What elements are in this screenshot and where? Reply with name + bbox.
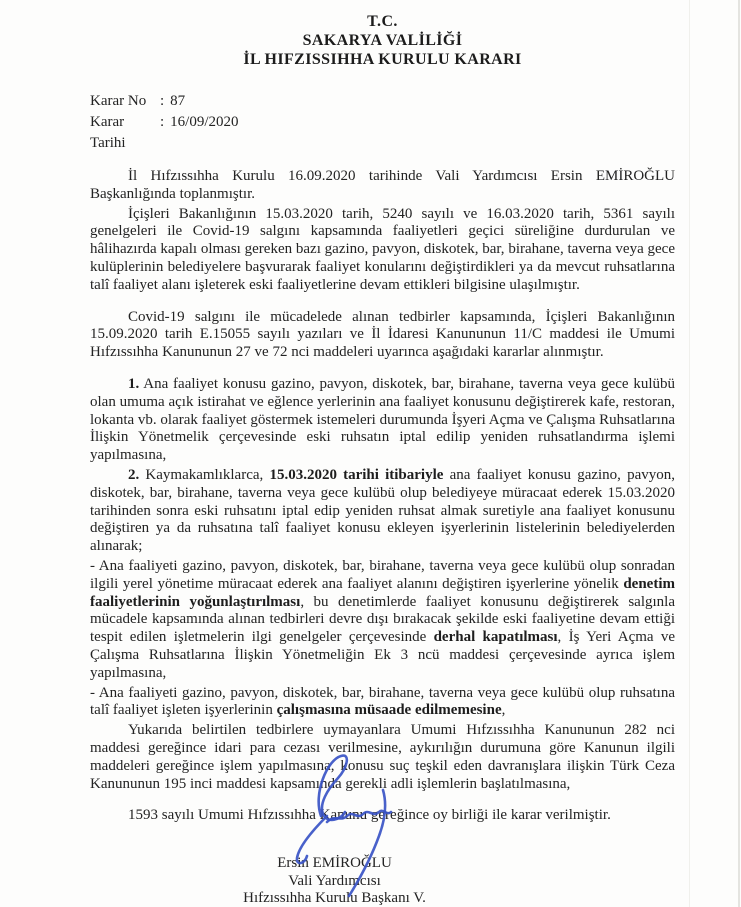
decision-meta (90, 91, 675, 154)
paragraph (90, 685, 675, 721)
bold-text-segment: 2. (128, 466, 140, 483)
decision-date-separator: : (160, 114, 165, 130)
paragraph (90, 722, 675, 793)
scan-artifact-line (689, 0, 690, 907)
signatory-name: Ersin EMİROĞLU (277, 855, 392, 872)
paragraph (90, 168, 675, 204)
paragraph (90, 807, 675, 825)
text-segment: İl Hıfzıssıhha Kurulu 16.09.2020 tarihinde Vali Yardımcısı Ersin EMİROĞLU Başkanlığında toplanmıştır. (90, 168, 675, 202)
text-segment: , İş Yeri Açma ve Çalışma Ruhsatlarına İlişkin Yönetmeliğin Ek 3 ncü maddesi çerçevesinde ayrıca işlem yapılmasına, (90, 629, 676, 681)
paragraph (90, 376, 675, 465)
header-board-decision-title: İL HIFZISSIHHA KURULU KARARI (243, 51, 522, 68)
signatory-role: Hıfzıssıhha Kurulu Başkanı V. (243, 890, 426, 907)
decision-number-row (90, 91, 675, 112)
text-segment: 1593 sayılı Umumi Hıfzıssıhha Kanunu gereğince oy birliği ile karar verilmiştir. (128, 807, 611, 824)
decision-date-row (90, 112, 675, 154)
decision-number-label: Karar No (90, 93, 147, 109)
bold-text-segment: 1. (128, 375, 140, 392)
text-segment: Yukarıda belirtilen tedbirlere uymayanlara Umumi Hıfzıssıhha Kanununun 282 nci maddesi gereğince idari para cezası verilmesine, aykırılığın durumuna göre Kanunun ilgili maddeleri gereğince işlem yapılmasına, konusu suç teşkil eden davranışlara ilişkin Türk Ceza Kanununun 195 inci maddesi kapsamında gerekli adli işlemlerin başlatılmasına, (90, 722, 675, 792)
bold-text-segment: derhal kapatılması (433, 629, 558, 646)
text-segment: - Ana faaliyeti gazino, pavyon, diskotek, bar, birahane, taverna veya gece kulübü olup ruhsatına talî faaliyet işleten işyerlerinin (90, 684, 675, 719)
signatory-title: Vali Yardımcısı (288, 872, 381, 889)
header-governorship-title: SAKARYA VALİLİĞİ (302, 32, 463, 49)
text-segment: - Ana faaliyeti gazino, pavyon, diskotek, bar, birahane, taverna veya gece kulübü olup sonradan ilgili yerel yönetime müracaat ederek ana faaliyet alanını değiştiren işyerlerine yönelik (90, 557, 675, 592)
text-segment: , bu denetimlerde faaliyet konusunu değiştirerek salgınla mücadele kapsamında alınan tedbirleri devre dışı bırakacak şekilde eski faaliyetine devam ettiği tespit edilen işletmelerin ilgi genelgeler çerçevesinde (90, 593, 675, 646)
text-segment: İçişleri Bakanlığının 15.03.2020 tarih, 5240 sayılı ve 16.03.2020 tarih, 5361 sayılı genelgeleri ile Covid-19 salgını kapsamında faaliyetleri geçici süreliğine durdurulan ve hâlihazırda kapalı olması gereken bazı gazino, pavyon, diskotek, bar, birahane, taverna veya gece kulüplerinin belediyelere başvurarak faaliyet konularını değiştirdikleri ya da mevcut ruhsatlarına talî faaliyet alanı işleterek eski faaliyetlerine devam ettikleri bilgisine ulaşılmıştır. (90, 205, 675, 293)
text-segment: Ana faaliyet konusu gazino, pavyon, diskotek, bar, birahane, taverna veya gece kulübü olan umuma açık istirahat ve eğlence yerlerinin ana faaliyet konusunu değiştirerek kafe, restoran, lokanta vb. olarak faaliyet göstermek istemeleri durumunda İşyeri Açma ve Çalışma Ruhsatlarına İlişkin Yönetmelik çerçevesinde eski ruhsatın iptal edilip yeniden ruhsatlandırma işlemi yapılmasına, (90, 375, 675, 464)
decision-number-value: 87 (170, 93, 186, 109)
paragraph (90, 467, 675, 556)
paragraph (90, 309, 675, 362)
bold-text-segment: denetim faaliyetlerinin yoğunlaştırılması (90, 575, 675, 610)
document-body (90, 168, 675, 825)
bold-text-segment: 15.03.2020 tarihi itibariyle (269, 466, 444, 483)
decision-date-value: 16/09/2020 (170, 114, 239, 130)
decision-date-label: Karar Tarihi (90, 114, 126, 151)
text-segment: Kaymakamlıklarca, (139, 466, 270, 483)
bold-text-segment: çalışmasına müsaade edilmemesine (276, 702, 502, 719)
text-segment: , (501, 702, 506, 719)
paragraph (90, 206, 675, 295)
text-segment: ana faaliyet konusu gazino, pavyon, diskotek, bar, birahane, taverna veya gece kulübü olup belediyeye müracaat ederek 15.03.2020 tarihinden sonra eski ruhsatını iptal edip yeniden ruhsat almak suretiyle ana faaliyet konusunu değiştiren ya da ruhsatına talî faaliyet konusu ekleyen işyerlerinin listelerinin belediyelerden alınarak; (90, 466, 675, 555)
signature-block (42, 855, 627, 907)
document-header (90, 12, 675, 69)
text-segment: Covid-19 salgını ile mücadelede alınan tedbirler kapsamında, İçişleri Bakanlığının 15.09.2020 tarih E.15055 sayılı yazıları ve İl İdaresi Kanununun 11/C maddesi ile Umumi Hıfzıssıhha Kanununun 27 ve 72 nci maddeleri uyarınca aşağıdaki kararlar alınmıştır. (90, 308, 675, 361)
paragraph (90, 558, 675, 683)
decision-number-separator: : (160, 93, 165, 109)
scan-artifact-edge (738, 0, 740, 907)
header-state-abbreviation: T.C. (367, 13, 398, 30)
document-content (90, 12, 675, 907)
